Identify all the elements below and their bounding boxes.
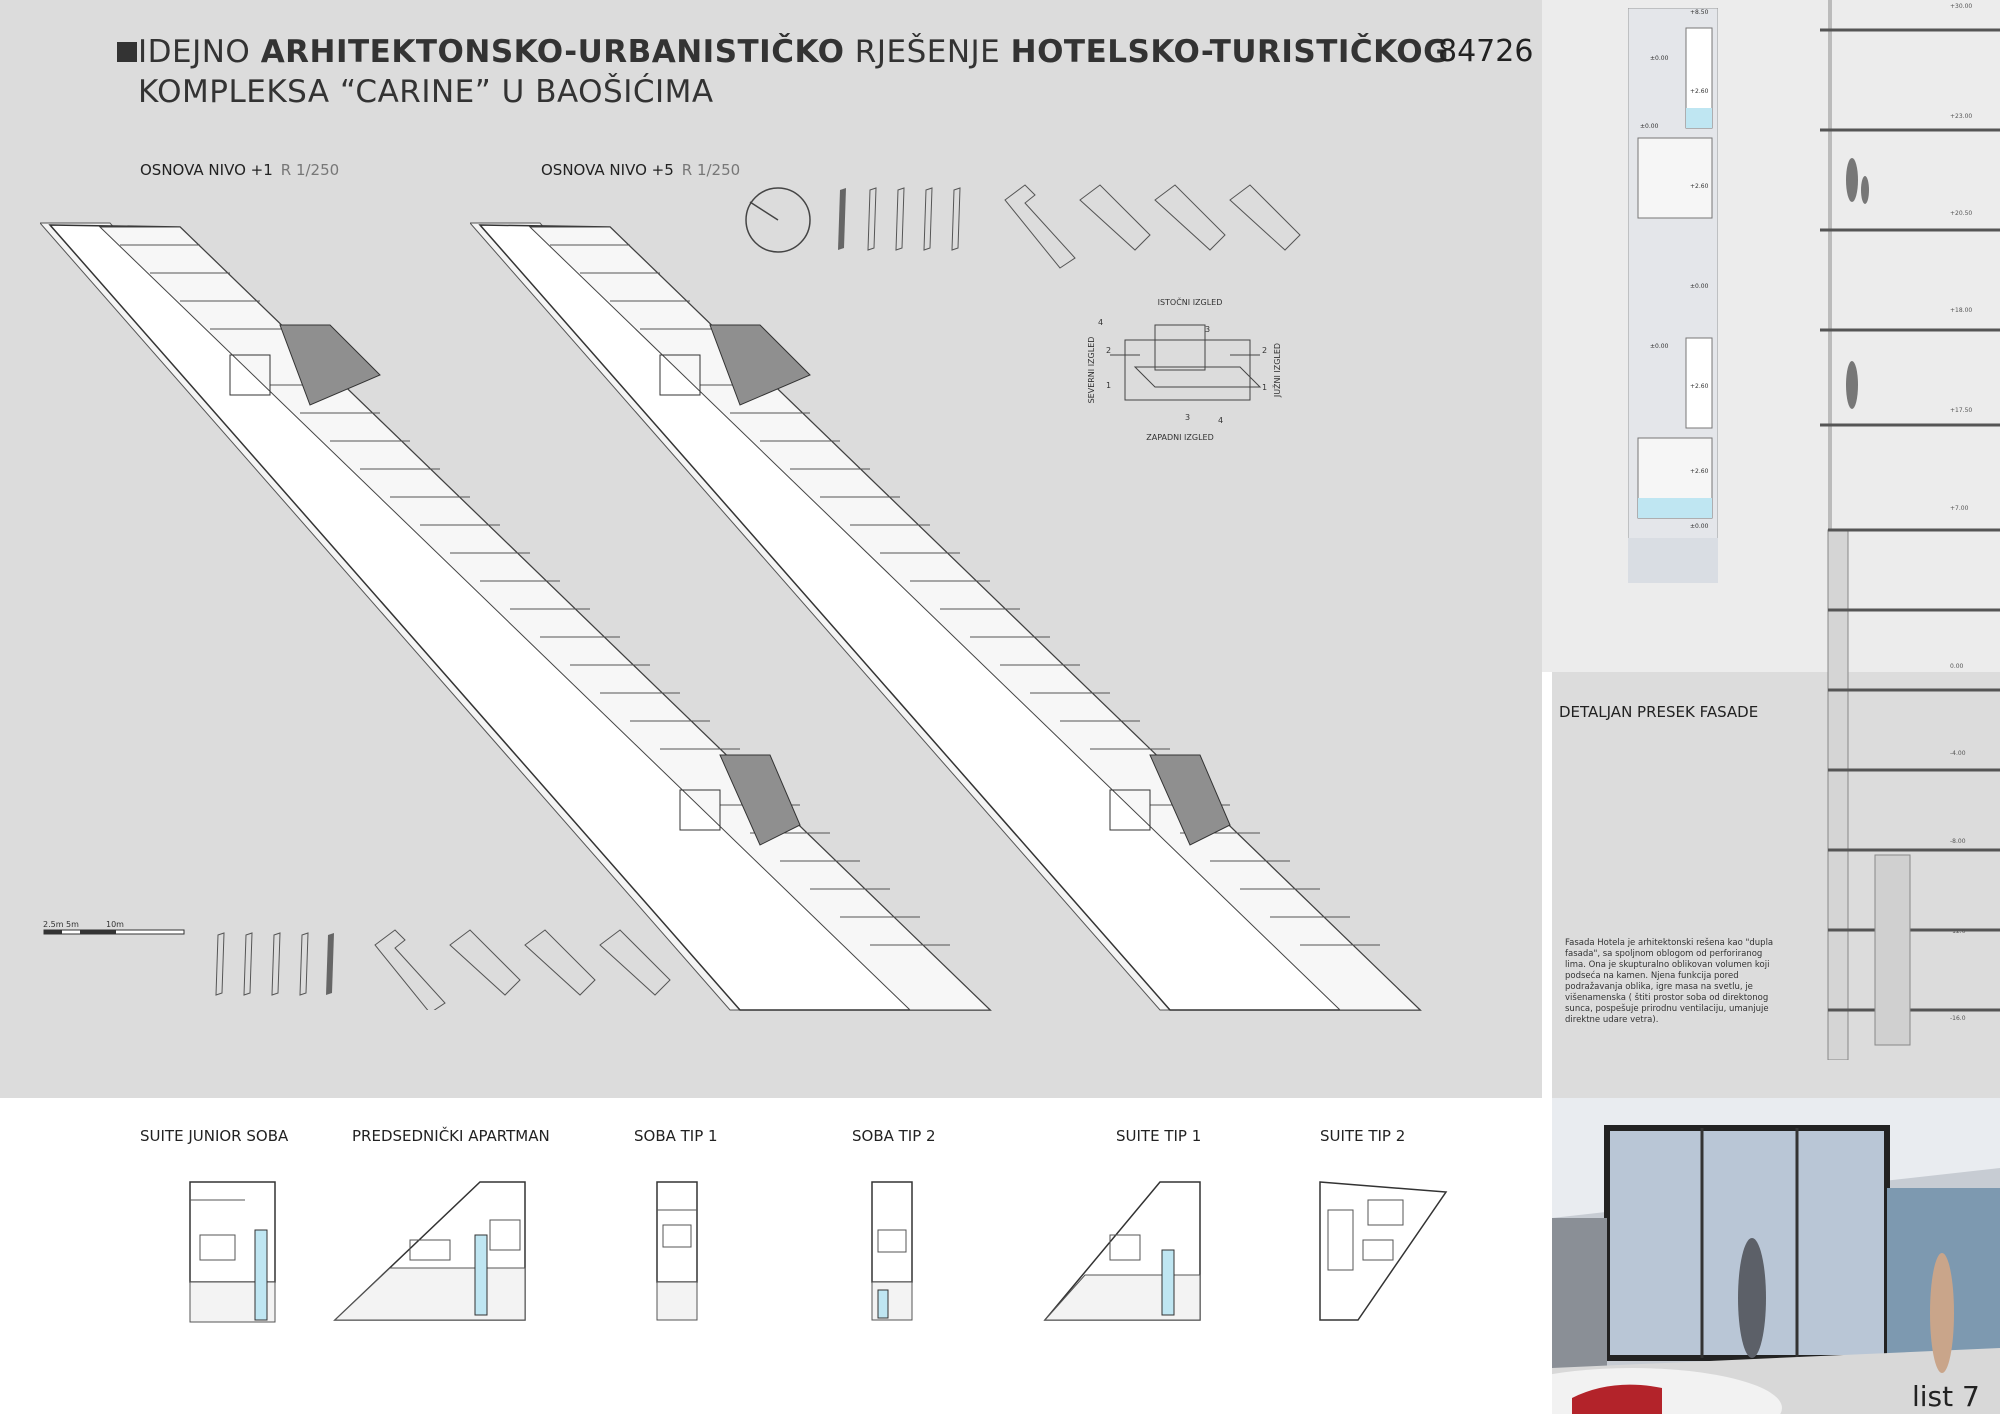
unit-label-presidential: PREDSEDNIČKI APARTMAN xyxy=(352,1127,550,1145)
title-part-bold: ARHITEKTONSKO-URBANISTIČKO xyxy=(260,34,845,70)
massing-diagrams-top xyxy=(740,180,1310,270)
water-strip xyxy=(1686,108,1712,128)
scale-bar-label: 5m xyxy=(66,920,79,929)
level-mark: +2.60 xyxy=(1690,183,1709,190)
window-opening xyxy=(1638,138,1712,218)
water-strip xyxy=(1638,498,1712,518)
level-mark: +2.60 xyxy=(1690,383,1709,390)
level-mark: ±0.00 xyxy=(1650,343,1669,350)
unit-plan-suite-type-2 xyxy=(1318,1180,1448,1325)
unit-plan-room-type-2 xyxy=(870,1180,915,1325)
title-part-bold: HOTELSKO-TURISTIČKOG xyxy=(1010,34,1450,70)
page-title xyxy=(138,32,1449,112)
unit-plan-presidential xyxy=(330,1180,530,1325)
scale-bar-label: 2.5m xyxy=(43,920,64,929)
key-plan-north-label: SEVERNI IZGLED xyxy=(1087,336,1096,404)
massing-diagrams-bottom xyxy=(210,925,680,1010)
level-mark: +7.00 xyxy=(1950,505,1969,512)
title-line-2: KOMPLEKSA “CARINE” U BAOŠIĆIMA xyxy=(138,74,714,110)
plan-scale: R 1/250 xyxy=(280,161,340,179)
title-part: RJEŠENJE xyxy=(844,34,1011,70)
facade-elevation xyxy=(1628,8,1718,583)
interior-render xyxy=(1552,1098,2000,1414)
level-mark: +23.00 xyxy=(1950,113,1973,120)
section-mark: 1 xyxy=(1262,383,1268,392)
level-mark: -16.0 xyxy=(1950,1015,1966,1022)
key-plan-west-label: ZAPADNI IZGLED xyxy=(1146,433,1214,442)
section-mark: 2 xyxy=(1262,346,1268,355)
unit-label-suite-type-2: SUITE TIP 2 xyxy=(1320,1127,1406,1145)
key-plan-east-label: ISTOČNI IZGLED xyxy=(1157,298,1223,307)
plan-label-level-1 xyxy=(140,161,339,179)
level-mark: +20.50 xyxy=(1950,210,1973,217)
section-description: Fasada Hotela je arhitektonski rešena kao "dupla fasada", sa spoljnom oblogom od perforiranog lima. Ona je skupturalno oblikovan volumen koji podseća na kamen. Njena funkcija pored podražavanja oblika, igre masa na svetlu, je višenamenska ( štiti prostor soba od direktonog sunca, pospešuje prirodnu ventilaciju, umanjuje direktne udare vetra). xyxy=(1565,938,1774,1025)
unit-plan-room-type-1 xyxy=(655,1180,700,1325)
level-mark: -8.00 xyxy=(1950,838,1966,845)
title-mark-icon xyxy=(117,42,137,62)
level-mark: +2.60 xyxy=(1690,468,1709,475)
section-mark: 3 xyxy=(1185,413,1191,422)
section-mark: 1 xyxy=(1106,381,1112,390)
section-mark: 2 xyxy=(1106,346,1112,355)
unit-label-room-type-1: SOBA TIP 1 xyxy=(634,1127,718,1145)
level-mark: +2.60 xyxy=(1690,88,1709,95)
plan-name: OSNOVA NIVO +1 xyxy=(140,161,273,179)
level-mark: ±0.00 xyxy=(1690,283,1709,290)
level-mark: ±0.00 xyxy=(1640,123,1659,130)
section-mark: 4 xyxy=(1218,416,1224,425)
plan-label-level-5 xyxy=(541,161,740,179)
plan-name: OSNOVA NIVO +5 xyxy=(541,161,674,179)
key-plan-south-label: JUŽNI IZGLED xyxy=(1273,342,1282,398)
section-title: DETALJAN PRESEK FASADE xyxy=(1559,703,1759,721)
level-mark: -12.0 xyxy=(1950,928,1966,935)
level-mark: +8.50 xyxy=(1690,9,1709,16)
people-silhouettes xyxy=(1846,158,1869,409)
scale-bar xyxy=(40,918,190,940)
level-mark: ±0.00 xyxy=(1650,55,1669,62)
level-mark: +18.00 xyxy=(1950,307,1973,314)
level-mark: +30.00 xyxy=(1950,3,1973,10)
scale-bar-label: 10m xyxy=(106,920,124,929)
level-mark: ±0.00 xyxy=(1690,523,1709,530)
unit-label-room-type-2: SOBA TIP 2 xyxy=(852,1127,936,1145)
level-mark: +17.50 xyxy=(1950,407,1973,414)
competition-code: 84726 xyxy=(1438,34,1534,69)
key-plan xyxy=(1080,295,1300,445)
unit-plan-suite-type-1 xyxy=(1040,1180,1205,1325)
render-scene xyxy=(1552,1098,2000,1414)
section-mark: 4 xyxy=(1098,318,1104,327)
level-mark: -4.00 xyxy=(1950,750,1966,757)
unit-plan-suite-junior xyxy=(185,1180,280,1325)
facade-section xyxy=(1800,0,2000,1060)
sheet-number: list 7 xyxy=(1912,1380,1980,1413)
unit-label-suite-junior: SUITE JUNIOR SOBA xyxy=(140,1127,289,1145)
section-mark: 3 xyxy=(1205,325,1211,334)
plan-scale: R 1/250 xyxy=(681,161,741,179)
title-part: IDEJNO xyxy=(138,34,261,70)
unit-label-suite-type-1: SUITE TIP 1 xyxy=(1116,1127,1202,1145)
level-mark: 0.00 xyxy=(1950,663,1964,670)
